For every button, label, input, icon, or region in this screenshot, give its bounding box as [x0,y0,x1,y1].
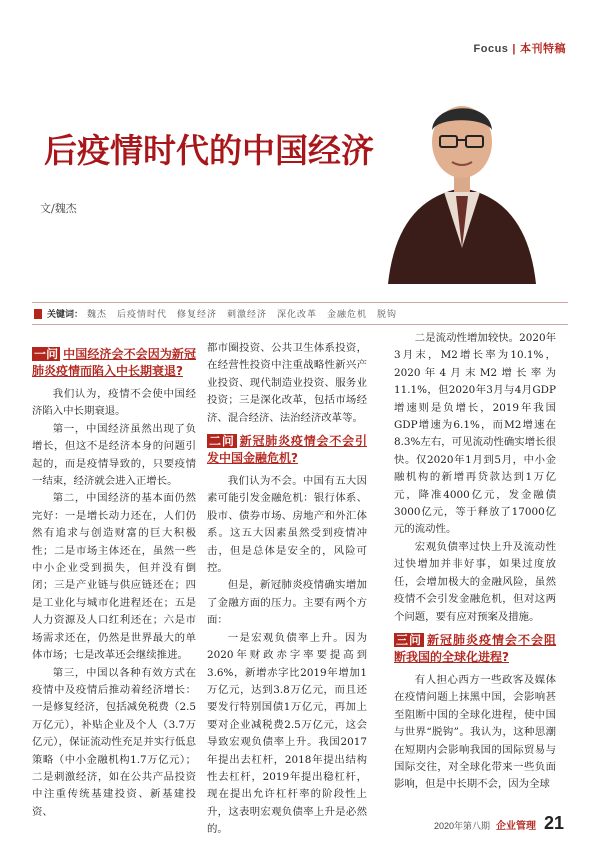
page-footer [434,813,564,834]
article-author: 文/魏杰 [40,202,77,215]
keyword-marker [34,309,42,319]
paragraph: 有人担心西方一些政客及媒体在疫情问题上抹黑中国，会影响甚至阻断中国的全球化进程，使中国与世界“脱钩”。我认为，这种思潮在短期内会影响我国的国际贸易与国际交往，对全球化带来一些负面影响，但是中长期不会，因为全球 [394,673,556,791]
section-2-title: 新冠肺炎疫情会不会引发中国金融危机? [207,434,367,466]
paragraph: 第一，中国经济虽然出现了负增长，但这不是经济本身的问题引起的，而是疫情导致的，只要疫情一结束，经济就会进入正增长。 [32,422,196,488]
paragraph: 我们认为不会。中国有五大因素可能引发金融危机：银行体系、股市、债券市场、房地产和外汇体系。这五大因素虽然受到疫情冲击，但是总体是安全的，风险可控。 [207,475,367,575]
page-number: 21 [543,813,564,833]
keywords-bar [32,302,568,325]
section-header [474,40,566,56]
focus-label: Focus [473,43,509,55]
paragraph: 宏观负债率过快上升及流动性过快增加并非好事，如果过度放任，会增加极大的金融风险，虽然疫情不会引发金融危机，但对这两个问题，要有应对预案及措施。 [394,540,556,623]
divider: | [512,43,516,55]
issue-label: 2020年第八期 [433,821,490,831]
paragraph: 第二，中国经济的基本面仍然完好：一是增长动力还在，人们仍然有追求与创造财富的巨大积极性；二是市场主体还在，虽然一些中小企业受到损失，但并没有倒闭；三是产业链与供应链还在；四是工业化与城市化进程还在；五是人力资源及人口红利还在；六是市场需求还在，仍然是世界最大的单体市场；七是改革还会继续推进。 [32,492,196,662]
author-portrait [380,78,544,284]
section-label: 本刊特稿 [520,43,566,55]
paragraph: 但是，新冠肺炎疫情确实增加了金融方面的压力。主要有两个方面： [207,579,367,627]
paragraph: 第三，中国以各种有效方式在疫情中及疫情后推动着经济增长：一是修复经济，包括减免税费（2.5万亿元），补贴企业及个人（3.7万亿元），保证流动性充足并实行低息策略（中小金融机构1.7万亿元）；二是刺激经济，如在公共产品投资中注重传统基建投资、新基建投资、 [32,666,196,818]
column-2 [207,340,367,839]
section-3-title: 新冠肺炎疫情会不会阻断我国的全球化进程? [394,632,556,664]
section-2-heading [207,433,367,467]
keywords-list: 魏杰 后疫情时代 修复经济 刺激经济 深化改革 金融危机 脱钩 [87,310,398,320]
section-1-number: 一问 [34,347,59,361]
paragraph: 二是流动性增加较快。2020年3月末，M2增长率为10.1%，2020年4月末M2增长率为11.1%，但2020年3月与4月GDP增速则是负增长，2019年我国GDP增速为6.1%，而M2增速在8.3%左右，可见流动性确实增长很快。仅2020年1月到5月，中小金融机构的新增再贷款达到1万亿元，降准4000亿元，发金融债3000亿元，等于释放了17000亿元的流动性。 [394,332,556,536]
column-1 [32,340,196,821]
paragraph: 都市圈投资、公共卫生体系投资，在经营性投资中注重战略性新兴产业投资、现代制造业投资、服务业投资；三是深化改革，包括市场经济、混合经济、法治经济改革等。 [207,342,367,424]
section-1-heading [32,346,196,380]
section-3-heading [394,632,556,666]
section-3-number: 三问 [396,632,422,647]
paragraph: 我们认为，疫情不会使中国经济陷入中长期衰退。 [32,388,196,418]
paragraph: 一是宏观负债率上升。因为2020年财政赤字率要提高到3.6%，新增赤字比2019年增加1万亿元，达到3.8万亿元，而且还要发行特别国债1万亿元，再加上要对企业减税费2.5万亿元，这会导致宏观负债率上升。我国2017年提出去杠杆，2018年提出结构性去杠杆，2019年提出稳杠杆，现在提出允许杠杆率的阶段性上升，这表明宏观负债率上升是必然的。 [207,631,367,836]
column-3 [394,330,556,794]
keywords-label: 关键词： [47,310,84,320]
article-title: 后疫情时代的中国经济 [44,131,374,170]
section-1-title: 中国经济会不会因为新冠肺炎疫情而陷入中长期衰退? [32,347,196,378]
section-2-number: 二问 [209,434,235,449]
magazine-name: 企业管理 [495,821,536,832]
